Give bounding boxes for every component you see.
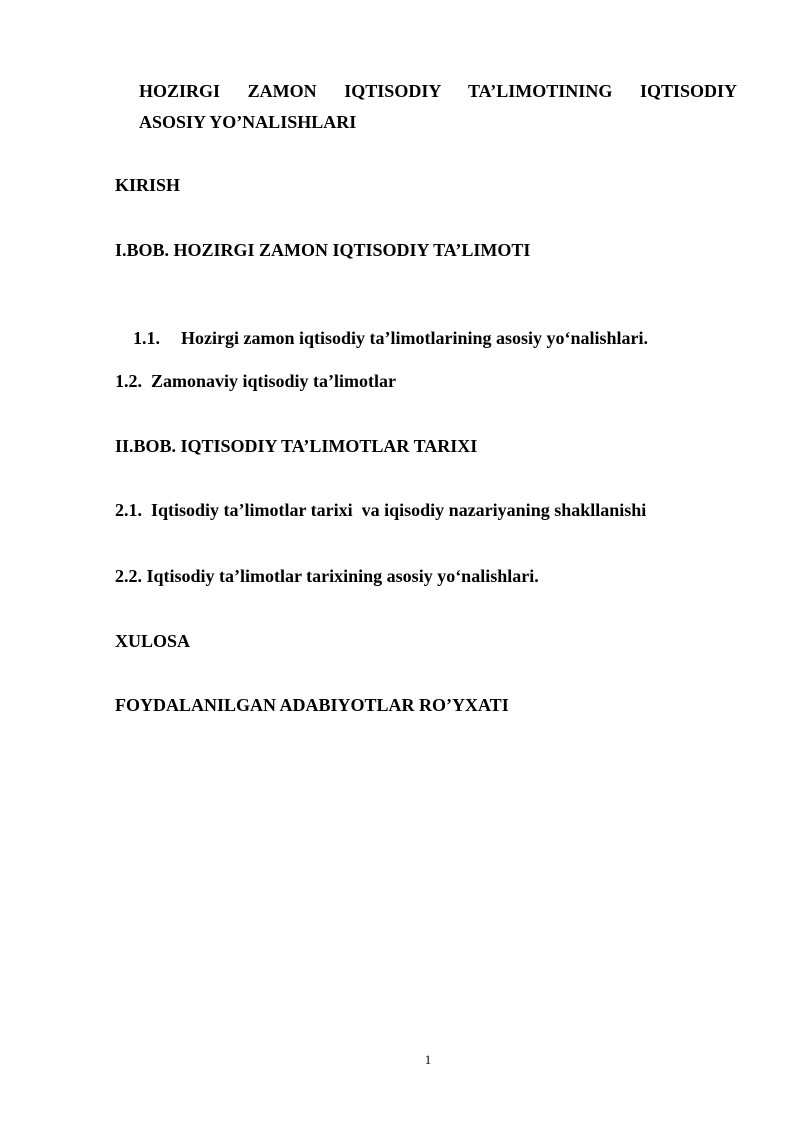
section-1-1-label: Hozirgi zamon iqtisodiy ta’limotlarining asosiy yo‘nalishlari. <box>181 328 649 348</box>
toc-item-chapter-1: I.BOB. HOZIRGI ZAMON IQTISODIY TA’LIMOTI <box>115 240 531 260</box>
toc-item-chapter-2: II.BOB. IQTISODIY TA’LIMOTLAR TARIXI <box>115 436 478 456</box>
document-title <box>139 76 737 138</box>
toc-item-intro: KIRISH <box>115 175 181 195</box>
toc-item-section-1-1 <box>115 305 648 371</box>
toc-item-section-1-2: 1.2. Zamonaviy iqtisodiy ta’limotlar <box>115 371 397 391</box>
toc-item-section-2-1: 2.1. Iqtisodiy ta’limotlar tarixi va iqisodiy nazariyaning shakllanishi <box>115 500 647 520</box>
toc-item-conclusion: XULOSA <box>115 631 191 651</box>
page-number: 1 <box>424 1052 432 1067</box>
section-1-1-number: 1.1. <box>133 328 160 348</box>
toc-item-section-2-2: 2.2. Iqtisodiy ta’limotlar tarixining asosiy yo‘nalishlari. <box>115 566 539 586</box>
toc-item-references: FOYDALANILGAN ADABIYOTLAR RO’YXATI <box>115 695 509 715</box>
title-line-2: ASOSIY YO’NALISHLARI <box>139 112 357 132</box>
title-line-1: HOZIRGI ZAMON IQTISODIY TA’LIMOTINING IQTISODIY <box>139 81 737 101</box>
